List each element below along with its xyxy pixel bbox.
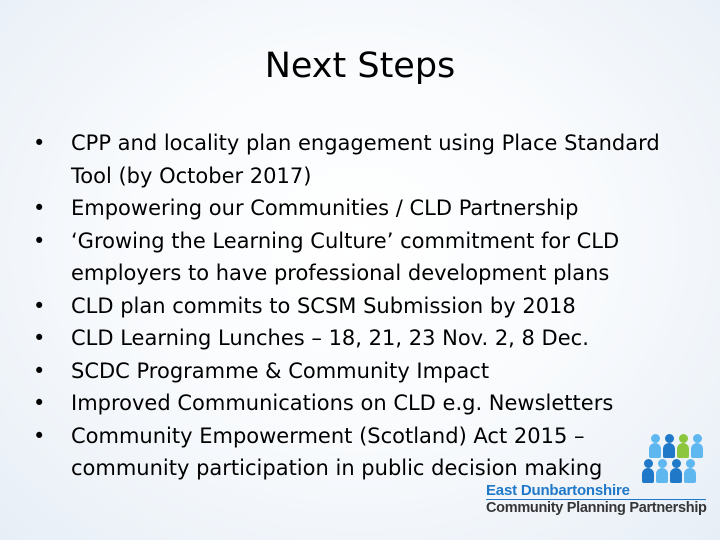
partnership-logo	[484, 432, 708, 522]
bullet-item: • Community Empowerment (Scotland) Act 2015 – community participation in public decision making	[30, 420, 698, 485]
slide-title: Next Steps	[264, 46, 456, 86]
people-figures-icon	[645, 434, 705, 486]
logo-line-east-dunbartonshire: East Dunbartonshire	[486, 482, 630, 499]
bullet-item: • CLD Learning Lunches – 18, 21, 23 Nov. 2, 8 Dec.	[30, 322, 698, 355]
bullet-list	[30, 127, 698, 485]
bullet-item: • Empowering our Communities / CLD Partnership	[30, 192, 698, 225]
bullet-item: • Improved Communications on CLD e.g. Newsletters	[30, 387, 698, 420]
bullet-item: • CLD plan commits to SCSM Submission by 2018	[30, 290, 698, 323]
logo-line-community-planning: Community Planning Partnership	[486, 500, 707, 516]
bullet-item: • SCDC Programme & Community Impact	[30, 355, 698, 388]
bullet-item: • CPP and locality plan engagement using Place Standard Tool (by October 2017)	[30, 127, 698, 192]
bullet-item: • ‘Growing the Learning Culture’ commitment for CLD employers to have professional development plans	[30, 225, 698, 290]
